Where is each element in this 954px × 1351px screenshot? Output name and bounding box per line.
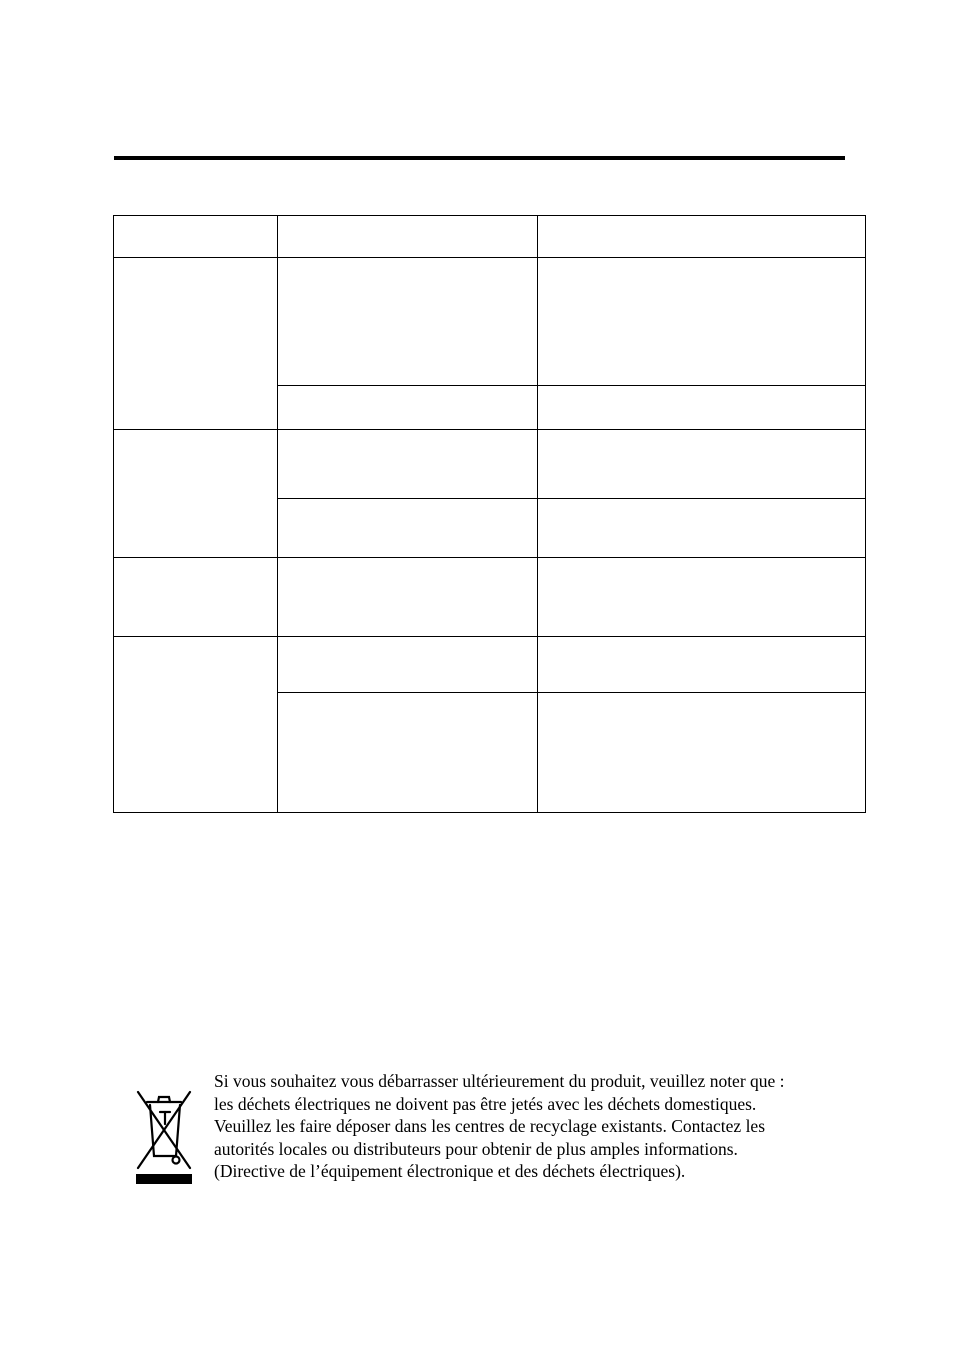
- table-cell: [278, 430, 538, 499]
- table-cell: [114, 430, 278, 558]
- table-cell: [538, 386, 866, 430]
- table-cell: [278, 637, 538, 693]
- notice-line: (Directive de l’équipement électronique et des déchets électriques).: [214, 1161, 686, 1181]
- notice-line: Si vous souhaitez vous débarrasser ultérieurement du produit, veuillez noter que :: [214, 1071, 785, 1091]
- table-cell: [114, 258, 278, 430]
- troubleshooting-table: [113, 215, 866, 813]
- table-cell: [278, 558, 538, 637]
- table-cell: [538, 216, 866, 258]
- table-cell: [114, 558, 278, 637]
- table-cell: [538, 258, 866, 386]
- table-cell: [278, 258, 538, 386]
- table-cell: [278, 216, 538, 258]
- table-cell: [278, 386, 538, 430]
- notice-line: autorités locales ou distributeurs pour obtenir de plus amples informations.: [214, 1138, 738, 1159]
- crossed-out-wheelie-bin-icon: [132, 1084, 196, 1184]
- table-cell: [114, 637, 278, 813]
- table-row: [114, 258, 866, 386]
- table-cell: [278, 693, 538, 813]
- table-cell: [538, 499, 866, 558]
- notice-text: [214, 1070, 854, 1183]
- table-row: [114, 637, 866, 693]
- notice-line: Veuillez les faire déposer dans les centres de recyclage existants. Contactez les: [214, 1116, 766, 1136]
- table-cell: [538, 430, 866, 499]
- notice-line: les déchets électriques ne doivent pas être jetés avec les déchets domestiques.: [214, 1093, 757, 1114]
- weee-disposal-notice: [126, 1064, 856, 1188]
- table-cell: [538, 693, 866, 813]
- table-cell: [538, 558, 866, 637]
- table-cell: [114, 216, 278, 258]
- section-header-rule: [114, 156, 845, 160]
- table-row: [114, 558, 866, 637]
- table-cell: [278, 499, 538, 558]
- table-header-row: [114, 216, 866, 258]
- table-cell: [538, 637, 866, 693]
- table-row: [114, 430, 866, 499]
